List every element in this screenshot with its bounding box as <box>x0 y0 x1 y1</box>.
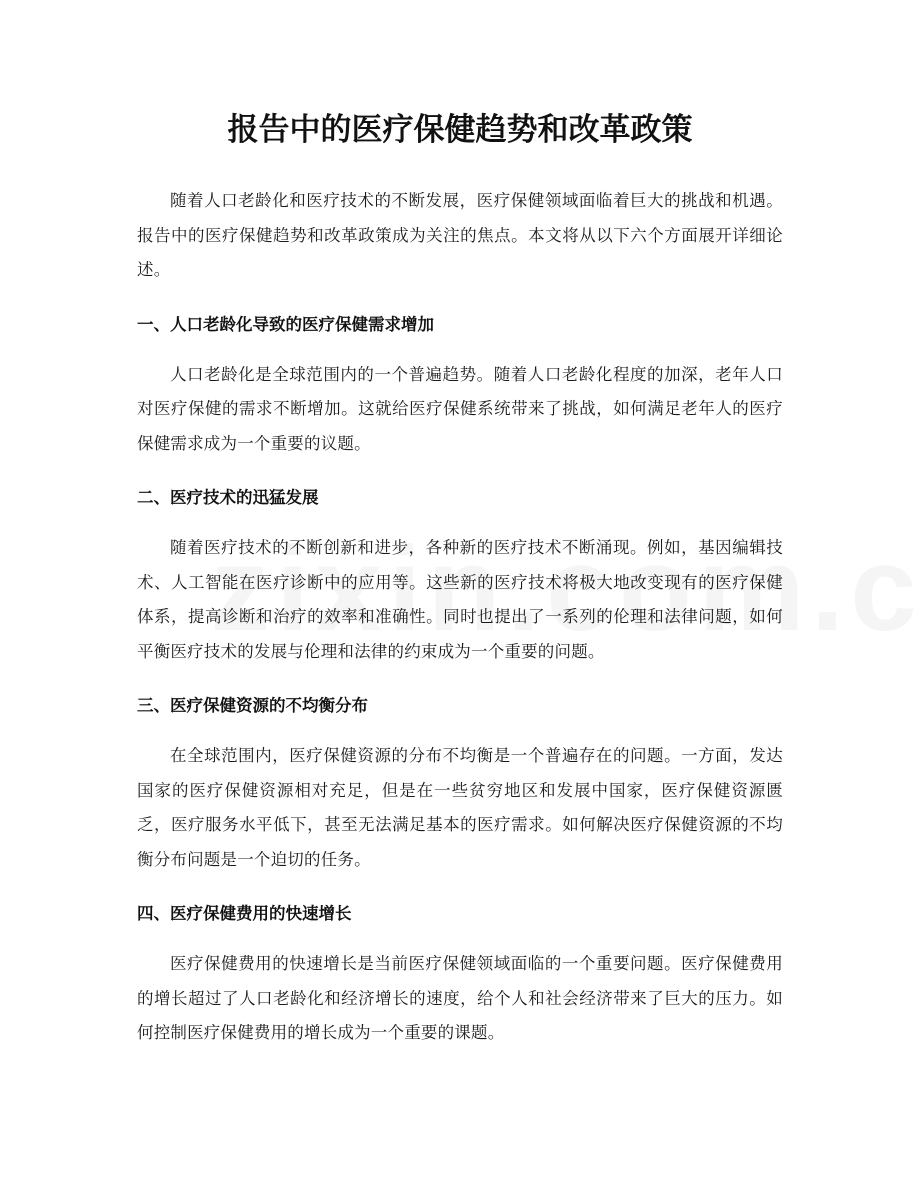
section-4 <box>137 899 783 1051</box>
page-title: 报告中的医疗保健趋势和改革政策 <box>227 112 693 148</box>
section-1 <box>137 310 783 462</box>
section-3 <box>137 691 783 877</box>
section-2 <box>137 483 783 669</box>
section-paragraph: 医疗保健费用的快速增长是当前医疗保健领域面临的一个重要问题。医疗保健费用的增长超过了人口老龄化和经济增长的速度，给个人和社会经济带来了巨大的压力。如何控制医疗保健费用的增长成为一个重要的课题。 <box>137 954 783 1042</box>
section-heading: 四、医疗保健费用的快速增长 <box>137 904 352 923</box>
section-paragraph: 在全球范围内，医疗保健资源的分布不均衡是一个普遍存在的问题。一方面，发达国家的医疗保健资源相对充足，但是在一些贫穷地区和发展中国家，医疗保健资源匮乏，医疗服务水平低下，甚至无法满足基本的医疗需求。如何解决医疗保健资源的不均衡分布问题是一个迫切的任务。 <box>137 746 783 869</box>
section-heading: 二、医疗技术的迅猛发展 <box>137 488 319 507</box>
intro-section <box>137 184 783 288</box>
section-paragraph: 随着医疗技术的不断创新和进步，各种新的医疗技术不断涌现。例如，基因编辑技术、人工智能在医疗诊断中的应用等。这些新的医疗技术将极大地改变现有的医疗保健体系，提高诊断和治疗的效率和准确性。同时也提出了一系列的伦理和法律问题，如何平衡医疗技术的发展与伦理和法律的约束成为一个重要的问题。 <box>137 538 783 661</box>
section-paragraph: 人口老龄化是全球范围内的一个普遍趋势。随着人口老龄化程度的加深，老年人口对医疗保健的需求不断增加。这就给医疗保健系统带来了挑战，如何满足老年人的医疗保健需求成为一个重要的议题。 <box>137 364 783 453</box>
section-heading: 一、人口老龄化导致的医疗保健需求增加 <box>137 314 434 334</box>
intro-paragraph: 随着人口老龄化和医疗技术的不断发展，医疗保健领域面临着巨大的挑战和机遇。报告中的医疗保健趋势和改革政策成为关注的焦点。本文将从以下六个方面展开详细论述。 <box>137 191 783 279</box>
section-heading: 三、医疗保健资源的不均衡分布 <box>137 696 368 715</box>
